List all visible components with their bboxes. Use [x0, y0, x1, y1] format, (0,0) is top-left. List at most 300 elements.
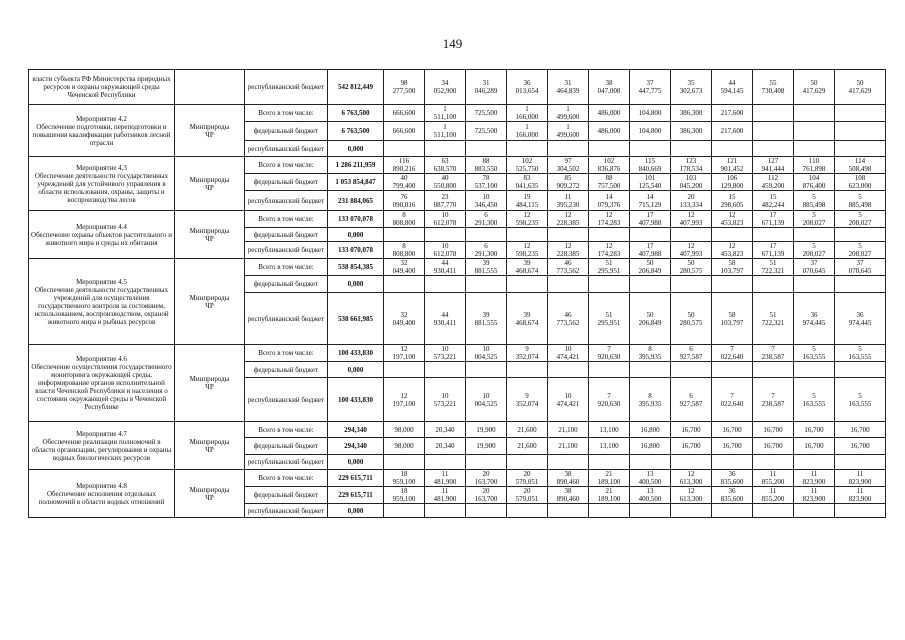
year-value-cell: 37 447,775 — [630, 70, 671, 105]
year-value-cell — [712, 362, 753, 378]
year-value-cell: 51 295,951 — [589, 293, 630, 345]
year-value-cell: 55 730,408 — [753, 70, 794, 105]
total-cell: 6 763,500 — [328, 122, 384, 141]
year-value-cell — [507, 362, 548, 378]
year-value-cell: 20 163,700 — [466, 487, 507, 504]
year-value-cell: 101 125,540 — [630, 174, 671, 191]
year-value-cell: 16,700 — [753, 438, 794, 455]
year-value-cell: 9 352,074 — [507, 378, 548, 422]
year-value-cell — [589, 276, 630, 293]
year-value-cell — [712, 141, 753, 157]
event-name-cell: Мероприятие 4.2 Обеспечение подготовки, переподготовки и повышения квалификации работников лесной отрасли — [29, 105, 175, 157]
year-value-cell: 32 049,400 — [384, 293, 425, 345]
year-value-cell — [671, 141, 712, 157]
year-value-cell: 116 890,216 — [384, 157, 425, 174]
year-value-cell: 16,700 — [753, 422, 794, 438]
year-value-cell — [466, 228, 507, 242]
table-row — [29, 259, 886, 276]
table-row — [29, 211, 886, 228]
year-value-cell — [753, 141, 794, 157]
year-value-cell — [425, 455, 466, 470]
year-value-cell — [384, 362, 425, 378]
funding-source-cell: республиканский бюджет — [245, 293, 328, 345]
funding-source-cell: федеральный бюджет — [245, 487, 328, 504]
year-value-cell: 10 004,525 — [466, 345, 507, 362]
year-value-cell: 16,700 — [712, 422, 753, 438]
year-value-cell — [548, 228, 589, 242]
year-value-cell — [712, 455, 753, 470]
year-value-cell: 12 598,235 — [507, 242, 548, 259]
year-value-cell: 36 835,600 — [712, 487, 753, 504]
year-value-cell: 78 537,100 — [466, 174, 507, 191]
year-value-cell: 44 930,411 — [425, 259, 466, 276]
year-value-cell — [630, 228, 671, 242]
year-value-cell — [794, 122, 835, 141]
year-value-cell — [548, 455, 589, 470]
year-value-cell: 10 612,078 — [425, 211, 466, 228]
year-value-cell: 50 206,849 — [630, 259, 671, 276]
total-cell: 100 433,830 — [328, 378, 384, 422]
year-value-cell — [671, 455, 712, 470]
funding-source-cell: федеральный бюджет — [245, 276, 328, 293]
year-value-cell: 85 909,272 — [548, 174, 589, 191]
year-value-cell: 35 302,673 — [671, 70, 712, 105]
year-value-cell: 7 238,587 — [753, 378, 794, 422]
year-value-cell: 12 197,100 — [384, 345, 425, 362]
funding-source-cell: федеральный бюджет — [245, 122, 328, 141]
total-cell: 231 884,065 — [328, 191, 384, 211]
total-cell: 294,340 — [328, 422, 384, 438]
year-value-cell: 106 129,800 — [712, 174, 753, 191]
year-value-cell — [712, 276, 753, 293]
year-value-cell: 103 045,200 — [671, 174, 712, 191]
year-value-cell: 31 464,839 — [548, 70, 589, 105]
year-value-cell: 18 959,100 — [384, 487, 425, 504]
funding-source-cell: республиканский бюджет — [245, 70, 328, 105]
year-value-cell: 12 598,235 — [507, 211, 548, 228]
year-value-cell — [507, 228, 548, 242]
year-value-cell — [753, 504, 794, 518]
year-value-cell: 20,340 — [425, 422, 466, 438]
year-value-cell: 10 573,221 — [425, 345, 466, 362]
year-value-cell: 98,000 — [384, 422, 425, 438]
year-value-cell: 51 295,951 — [589, 259, 630, 276]
year-value-cell: 7 022,640 — [712, 378, 753, 422]
total-cell: 294,340 — [328, 438, 384, 455]
year-value-cell — [507, 276, 548, 293]
year-value-cell — [548, 276, 589, 293]
year-value-cell: 21,600 — [507, 438, 548, 455]
year-value-cell: 58 103,797 — [712, 293, 753, 345]
year-value-cell: 5 163,555 — [835, 378, 886, 422]
event-name-cell: Мероприятие 4.8 Обеспечение исполнения отдельных полномочий в области водных отношений — [29, 470, 175, 518]
year-value-cell — [835, 105, 886, 122]
total-cell: 0,000 — [328, 504, 384, 518]
year-value-cell: 12 453,823 — [712, 242, 753, 259]
year-value-cell: 10 474,421 — [548, 345, 589, 362]
year-value-cell — [794, 141, 835, 157]
funding-source-cell: республиканский бюджет — [245, 378, 328, 422]
year-value-cell — [671, 276, 712, 293]
total-cell: 6 763,500 — [328, 105, 384, 122]
year-value-cell — [466, 362, 507, 378]
year-value-cell — [630, 141, 671, 157]
funding-source-cell: Всего в том числе: — [245, 345, 328, 362]
year-value-cell: 83 041,635 — [507, 174, 548, 191]
year-value-cell: 15 482,244 — [753, 191, 794, 211]
year-value-cell — [589, 362, 630, 378]
year-value-cell: 386,300 — [671, 105, 712, 122]
year-value-cell: 51 722,321 — [753, 293, 794, 345]
year-value-cell — [548, 504, 589, 518]
year-value-cell: 6 291,300 — [466, 211, 507, 228]
funding-source-cell: республиканский бюджет — [245, 455, 328, 470]
year-value-cell — [835, 141, 886, 157]
year-value-cell — [835, 504, 886, 518]
year-value-cell: 36 013,654 — [507, 70, 548, 105]
year-value-cell: 8 808,800 — [384, 242, 425, 259]
total-cell: 133 070,078 — [328, 211, 384, 228]
year-value-cell: 40 550,800 — [425, 174, 466, 191]
year-value-cell: 486,000 — [589, 105, 630, 122]
year-value-cell: 11 823,900 — [794, 487, 835, 504]
year-value-cell — [384, 228, 425, 242]
year-value-cell: 76 090,816 — [384, 191, 425, 211]
year-value-cell — [753, 105, 794, 122]
funding-source-cell: Всего в том числе: — [245, 259, 328, 276]
executor-cell: Минприроды ЧР — [175, 105, 245, 157]
year-value-cell: 1 511,100 — [425, 122, 466, 141]
table-row — [29, 422, 886, 438]
year-value-cell: 98,000 — [384, 438, 425, 455]
total-cell: 100 433,830 — [328, 345, 384, 362]
year-value-cell: 12 613,300 — [671, 470, 712, 487]
year-value-cell: 104,800 — [630, 105, 671, 122]
year-value-cell: 20 133,334 — [671, 191, 712, 211]
year-value-cell: 17 407,988 — [630, 242, 671, 259]
year-value-cell: 8 808,800 — [384, 211, 425, 228]
year-value-cell: 16,700 — [835, 422, 886, 438]
year-value-cell — [794, 504, 835, 518]
year-value-cell: 88 883,550 — [466, 157, 507, 174]
year-value-cell: 11 823,900 — [835, 487, 886, 504]
year-value-cell: 12 228,385 — [548, 211, 589, 228]
year-value-cell — [753, 276, 794, 293]
year-value-cell — [548, 141, 589, 157]
year-value-cell: 21 189,100 — [589, 487, 630, 504]
total-cell: 542 812,449 — [328, 70, 384, 105]
year-value-cell: 38 890,460 — [548, 470, 589, 487]
year-value-cell: 6 927,587 — [671, 345, 712, 362]
year-value-cell — [384, 455, 425, 470]
event-name-cell: Мероприятие 4.4 Обеспечение охраны объектов растительного и животного мира и среды их обитания — [29, 211, 175, 259]
year-value-cell: 17 407,988 — [630, 211, 671, 228]
year-value-cell: 5 208,027 — [794, 211, 835, 228]
year-value-cell: 7 022,640 — [712, 345, 753, 362]
year-value-cell — [671, 504, 712, 518]
year-value-cell: 63 638,570 — [425, 157, 466, 174]
year-value-cell: 10 004,525 — [466, 378, 507, 422]
year-value-cell — [425, 504, 466, 518]
year-value-cell: 5 163,555 — [835, 345, 886, 362]
year-value-cell — [630, 362, 671, 378]
year-value-cell: 10 573,221 — [425, 378, 466, 422]
total-cell: 1 053 854,847 — [328, 174, 384, 191]
year-value-cell: 8 395,935 — [630, 378, 671, 422]
year-value-cell: 17 671,139 — [753, 242, 794, 259]
year-value-cell — [425, 141, 466, 157]
year-value-cell: 16,700 — [794, 438, 835, 455]
year-value-cell — [794, 105, 835, 122]
year-value-cell: 6 927,587 — [671, 378, 712, 422]
year-value-cell: 20 579,051 — [507, 487, 548, 504]
year-value-cell — [835, 228, 886, 242]
executor-cell: Минприроды ЧР — [175, 422, 245, 470]
year-value-cell: 10 474,421 — [548, 378, 589, 422]
year-value-cell — [794, 276, 835, 293]
year-value-cell: 1 499,600 — [548, 122, 589, 141]
year-value-cell: 20 579,051 — [507, 470, 548, 487]
year-value-cell: 21 189,100 — [589, 470, 630, 487]
year-value-cell: 58 103,797 — [712, 259, 753, 276]
funding-source-cell: Всего в том числе: — [245, 211, 328, 228]
year-value-cell — [835, 276, 886, 293]
year-value-cell: 16,800 — [630, 438, 671, 455]
funding-source-cell: Всего в том числе: — [245, 422, 328, 438]
total-cell: 0,000 — [328, 455, 384, 470]
year-value-cell: 37 070,645 — [794, 259, 835, 276]
event-name-cell: власти субъекта РФ Министерства природных ресурсов и охраны окружающей среды Чеченской Республики — [29, 70, 175, 105]
year-value-cell: 51 722,321 — [753, 259, 794, 276]
year-value-cell: 39 881,555 — [466, 293, 507, 345]
year-value-cell: 31 046,289 — [466, 70, 507, 105]
year-value-cell: 50 417,629 — [835, 70, 886, 105]
year-value-cell: 115 840,669 — [630, 157, 671, 174]
year-value-cell: 1 166,000 — [507, 105, 548, 122]
year-value-cell: 217,600 — [712, 105, 753, 122]
year-value-cell: 40 799,400 — [384, 174, 425, 191]
year-value-cell — [835, 122, 886, 141]
year-value-cell — [753, 122, 794, 141]
year-value-cell: 666,600 — [384, 122, 425, 141]
year-value-cell: 11 823,900 — [794, 470, 835, 487]
event-name-cell: Мероприятие 4.7 Обеспечение реализации полномочий в области организации, регулирования и охраны водных биологических ресурсов — [29, 422, 175, 470]
year-value-cell — [507, 455, 548, 470]
year-value-cell — [794, 228, 835, 242]
year-value-cell: 5 163,555 — [794, 378, 835, 422]
year-value-cell: 104 876,400 — [794, 174, 835, 191]
year-value-cell — [835, 362, 886, 378]
year-value-cell: 36 974,445 — [835, 293, 886, 345]
table-row — [29, 70, 886, 105]
year-value-cell: 7 238,587 — [753, 345, 794, 362]
year-value-cell: 38 890,460 — [548, 487, 589, 504]
year-value-cell — [589, 228, 630, 242]
year-value-cell: 123 178,534 — [671, 157, 712, 174]
total-cell: 538 661,985 — [328, 293, 384, 345]
year-value-cell: 5 208,027 — [835, 211, 886, 228]
funding-source-cell: республиканский бюджет — [245, 191, 328, 211]
year-value-cell: 11 481,900 — [425, 470, 466, 487]
year-value-cell: 104,800 — [630, 122, 671, 141]
year-value-cell: 39 468,674 — [507, 259, 548, 276]
year-value-cell: 46 773,562 — [548, 259, 589, 276]
executor-cell — [175, 70, 245, 105]
year-value-cell: 13,100 — [589, 422, 630, 438]
total-cell: 0,000 — [328, 141, 384, 157]
year-value-cell: 14 715,129 — [630, 191, 671, 211]
year-value-cell: 23 087,770 — [425, 191, 466, 211]
year-value-cell: 9 352,074 — [507, 345, 548, 362]
year-value-cell — [589, 455, 630, 470]
year-value-cell: 11 855,200 — [753, 470, 794, 487]
year-value-cell: 19 484,115 — [507, 191, 548, 211]
year-value-cell: 16,700 — [671, 438, 712, 455]
total-cell: 229 615,711 — [328, 487, 384, 504]
year-value-cell — [466, 141, 507, 157]
year-value-cell: 386,300 — [671, 122, 712, 141]
year-value-cell: 13 400,500 — [630, 487, 671, 504]
year-value-cell: 108 623,000 — [835, 174, 886, 191]
year-value-cell — [671, 228, 712, 242]
year-value-cell — [712, 504, 753, 518]
year-value-cell — [548, 362, 589, 378]
year-value-cell: 20 163,700 — [466, 470, 507, 487]
event-name-cell: Мероприятие 4.3 Обеспечение деятельности государственных учреждений для устойчивого управления в области использования, охраны, защиты и воспроизводства лесов — [29, 157, 175, 211]
year-value-cell: 11 481,900 — [425, 487, 466, 504]
table-row — [29, 345, 886, 362]
year-value-cell: 7 920,630 — [589, 378, 630, 422]
year-value-cell: 50 417,629 — [794, 70, 835, 105]
year-value-cell: 12 197,100 — [384, 378, 425, 422]
year-value-cell: 88 757,500 — [589, 174, 630, 191]
year-value-cell: 10 612,078 — [425, 242, 466, 259]
year-value-cell: 7 920,630 — [589, 345, 630, 362]
year-value-cell: 1 499,600 — [548, 105, 589, 122]
year-value-cell — [630, 455, 671, 470]
year-value-cell: 6 291,300 — [466, 242, 507, 259]
year-value-cell: 112 459,200 — [753, 174, 794, 191]
year-value-cell: 50 280,575 — [671, 259, 712, 276]
total-cell: 0,000 — [328, 362, 384, 378]
year-value-cell — [507, 141, 548, 157]
year-value-cell: 11 395,230 — [548, 191, 589, 211]
year-value-cell — [753, 362, 794, 378]
year-value-cell: 102 836,876 — [589, 157, 630, 174]
year-value-cell: 18 959,100 — [384, 470, 425, 487]
year-value-cell: 16,700 — [712, 438, 753, 455]
funding-source-cell: Всего в том числе: — [245, 157, 328, 174]
total-cell: 0,000 — [328, 276, 384, 293]
budget-table — [28, 69, 886, 518]
year-value-cell — [712, 228, 753, 242]
year-value-cell: 121 901,452 — [712, 157, 753, 174]
year-value-cell — [589, 504, 630, 518]
year-value-cell: 5 208,027 — [835, 242, 886, 259]
year-value-cell: 5 208,027 — [794, 242, 835, 259]
year-value-cell: 114 508,498 — [835, 157, 886, 174]
year-value-cell: 44 930,411 — [425, 293, 466, 345]
year-value-cell — [425, 228, 466, 242]
year-value-cell: 5 885,498 — [835, 191, 886, 211]
year-value-cell: 16,700 — [794, 422, 835, 438]
executor-cell: Минприроды ЧР — [175, 470, 245, 518]
table-row — [29, 157, 886, 174]
funding-source-cell: республиканский бюджет — [245, 242, 328, 259]
year-value-cell: 12 407,993 — [671, 242, 712, 259]
year-value-cell: 44 594,145 — [712, 70, 753, 105]
year-value-cell: 666,600 — [384, 105, 425, 122]
year-value-cell: 12 453,823 — [712, 211, 753, 228]
year-value-cell: 725,500 — [466, 105, 507, 122]
year-value-cell: 1 511,100 — [425, 105, 466, 122]
year-value-cell: 21,100 — [548, 438, 589, 455]
funding-source-cell: республиканский бюджет — [245, 141, 328, 157]
funding-source-cell: федеральный бюджет — [245, 174, 328, 191]
year-value-cell — [507, 504, 548, 518]
funding-source-cell: федеральный бюджет — [245, 228, 328, 242]
year-value-cell: 14 079,376 — [589, 191, 630, 211]
year-value-cell: 12 228,385 — [548, 242, 589, 259]
year-value-cell: 21,100 — [548, 422, 589, 438]
year-value-cell: 12 407,993 — [671, 211, 712, 228]
year-value-cell: 37 070,645 — [835, 259, 886, 276]
year-value-cell: 39 881,555 — [466, 259, 507, 276]
year-value-cell: 12 174,283 — [589, 242, 630, 259]
event-name-cell: Мероприятие 4.5 Обеспечение деятельности государственных учреждений для осуществления государственного контроля за состоянием, использованием, воспроизводством, охраной животного мира и рыбных ресурсов — [29, 259, 175, 345]
year-value-cell: 36 974,445 — [794, 293, 835, 345]
funding-source-cell: федеральный бюджет — [245, 362, 328, 378]
year-value-cell: 50 280,575 — [671, 293, 712, 345]
total-cell: 0,000 — [328, 228, 384, 242]
year-value-cell: 15 298,605 — [712, 191, 753, 211]
executor-cell: Минприроды ЧР — [175, 211, 245, 259]
year-value-cell: 102 525,750 — [507, 157, 548, 174]
year-value-cell: 11 855,200 — [753, 487, 794, 504]
year-value-cell: 127 941,444 — [753, 157, 794, 174]
year-value-cell: 39 468,674 — [507, 293, 548, 345]
year-value-cell — [671, 362, 712, 378]
year-value-cell: 16,700 — [671, 422, 712, 438]
year-value-cell: 8 395,935 — [630, 345, 671, 362]
year-value-cell: 20,340 — [425, 438, 466, 455]
year-value-cell: 10 346,450 — [466, 191, 507, 211]
budget-table-body — [29, 70, 886, 518]
year-value-cell — [794, 362, 835, 378]
year-value-cell: 34 052,900 — [425, 70, 466, 105]
year-value-cell — [630, 276, 671, 293]
funding-source-cell: республиканский бюджет — [245, 504, 328, 518]
table-row — [29, 105, 886, 122]
year-value-cell: 217,600 — [712, 122, 753, 141]
year-value-cell: 46 773,562 — [548, 293, 589, 345]
year-value-cell — [384, 276, 425, 293]
year-value-cell: 97 304,502 — [548, 157, 589, 174]
year-value-cell: 5 885,498 — [794, 191, 835, 211]
page-number: 149 — [442, 36, 463, 51]
total-cell: 133 070,078 — [328, 242, 384, 259]
year-value-cell — [630, 504, 671, 518]
executor-cell: Минприроды ЧР — [175, 345, 245, 422]
year-value-cell: 725,500 — [466, 122, 507, 141]
year-value-cell: 12 174,283 — [589, 211, 630, 228]
total-cell: 1 286 211,959 — [328, 157, 384, 174]
year-value-cell: 98 277,500 — [384, 70, 425, 105]
year-value-cell: 50 206,849 — [630, 293, 671, 345]
event-name-cell: Мероприятие 4.6 Обеспечение осуществления государственного мониторинга окружающей среды, информирование органов исполнительной власти Чеченской Республики и населения о состоянии окружающей среды в Чеченской Республике — [29, 345, 175, 422]
funding-source-cell: Всего в том числе: — [245, 105, 328, 122]
year-value-cell: 13 400,500 — [630, 470, 671, 487]
